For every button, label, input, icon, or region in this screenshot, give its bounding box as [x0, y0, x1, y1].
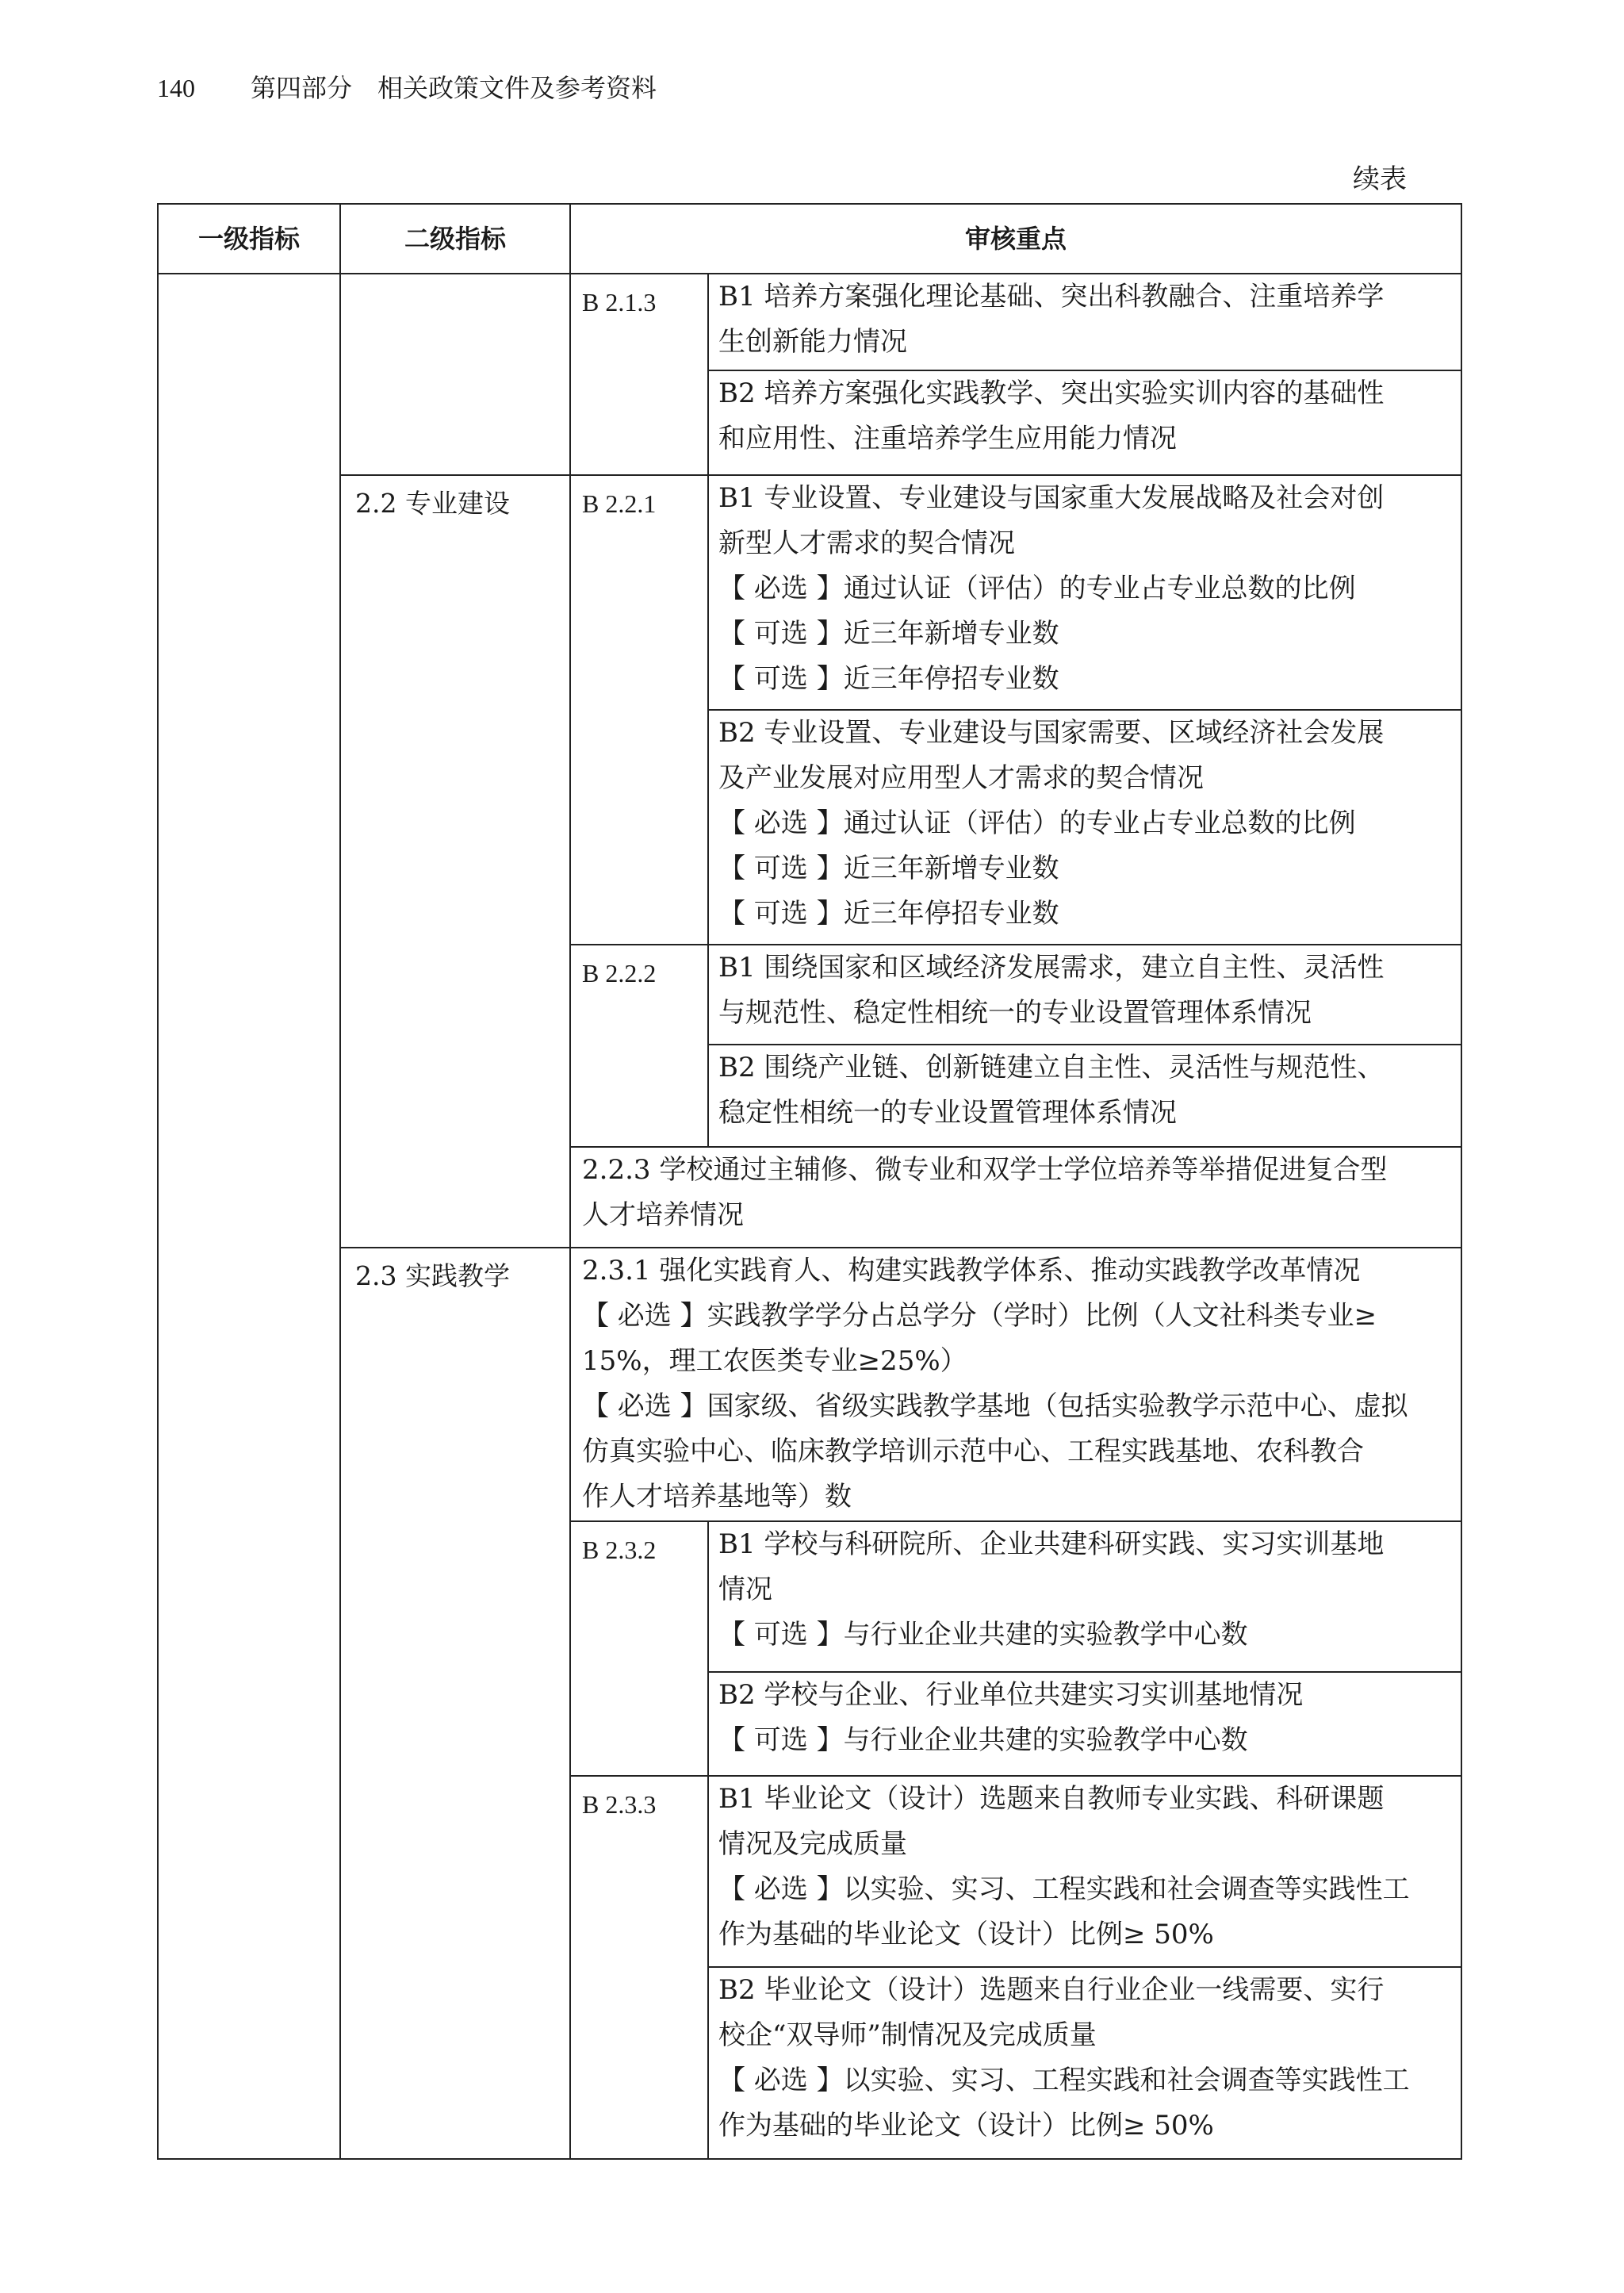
item-2-2-3-line: 2.2.3 学校通过主辅修、微专业和双学士学位培养等举措促进复合型: [582, 1154, 1388, 1186]
item-2-3-1-line: 作人才培养基地等）数: [582, 1481, 852, 1513]
b221-b2-line: 【 可选 】近三年新增专业数: [718, 853, 1059, 884]
b221-b2-line: 【 可选 】近三年停招专业数: [718, 898, 1059, 930]
level2-cell: [340, 1248, 570, 2159]
b233-b2-line: B2 毕业论文（设计）选题来自行业企业一线需要、实行: [718, 1974, 1385, 2006]
b1-cell: [708, 1521, 1461, 1672]
b233-b1-line: 情况及完成质量: [718, 1828, 907, 1860]
level2-cell: [340, 475, 570, 1248]
b2-cell: [708, 1672, 1461, 1776]
item-2-3-1-line: 【 必选 】实践教学学分占总学分（学时）比例（人文社科类专业≥: [582, 1300, 1377, 1332]
header-level1: 一级指标: [158, 204, 340, 274]
b1-cell: [708, 1776, 1461, 1967]
b221-b1-line: 【 可选 】近三年新增专业数: [718, 618, 1059, 650]
b232-b2-line: 【 可选 】与行业企业共建的实验教学中心数: [718, 1724, 1248, 1756]
code-cell: [570, 1776, 708, 2159]
b233-b2-line: 【 必选 】以实验、实习、工程实践和社会调查等实践性工: [718, 2065, 1410, 2096]
b233-b1-line: 【 必选 】以实验、实习、工程实践和社会调查等实践性工: [718, 1873, 1410, 1905]
level2-name-2-3: 2.3 实践教学: [355, 1260, 510, 1291]
item-2-3-1-cell: [570, 1248, 1461, 1521]
b2-cell: [708, 1967, 1461, 2159]
header-review-focus: 审核重点: [570, 204, 1461, 274]
continued-label: 续表: [1353, 163, 1407, 195]
review-table: [157, 203, 1462, 2160]
b221-b1-line: B1 专业设置、专业建设与国家重大发展战略及社会对创: [718, 482, 1385, 514]
item-2-3-1-line: 仿真实验中心、临床教学培训示范中心、工程实践基地、农科教合: [582, 1436, 1364, 1467]
b221-b1-line: 【 可选 】近三年停招专业数: [718, 663, 1059, 695]
code-cell: [570, 945, 708, 1147]
b221-b2-line: B2 专业设置、专业建设与国家需要、区域经济社会发展: [718, 717, 1385, 749]
code-b233: B 2.3.3: [582, 1790, 657, 1819]
b2-cell: [708, 1045, 1461, 1147]
b232-b2-line: B2 学校与企业、行业单位共建实习实训基地情况: [718, 1679, 1304, 1711]
level1-cell: [158, 274, 340, 2159]
b221-b1-line: 【 必选 】通过认证（评估）的专业占专业总数的比例: [718, 573, 1356, 604]
b213-b1-line: B1 培养方案强化理论基础、突出科教融合、注重培养学: [718, 281, 1385, 313]
header-level2: 二级指标: [340, 204, 570, 274]
b233-b1-line: B1 毕业论文（设计）选题来自教师专业实践、科研课题: [718, 1783, 1385, 1815]
item-2-2-3-cell: [570, 1147, 1461, 1248]
b213-b2-line: 和应用性、注重培养学生应用能力情况: [718, 423, 1177, 454]
code-b222: B 2.2.2: [582, 959, 657, 987]
b233-b1-line: 作为基础的毕业论文（设计）比例≥ 50%: [718, 1919, 1214, 1950]
b1-cell: [708, 274, 1461, 370]
table-row: [158, 274, 1461, 370]
b1-cell: [708, 475, 1461, 710]
item-2-3-1-line: 【 必选 】国家级、省级实践教学基地（包括实验教学示范中心、虚拟: [582, 1390, 1408, 1422]
b222-b2-line: B2 围绕产业链、创新链建立自主性、灵活性与规范性、: [718, 1052, 1385, 1083]
code-cell: [570, 274, 708, 475]
b222-b2-line: 稳定性相统一的专业设置管理体系情况: [718, 1097, 1177, 1129]
b1-cell: [708, 945, 1461, 1045]
b221-b2-line: 【 必选 】通过认证（评估）的专业占专业总数的比例: [718, 807, 1356, 839]
b222-b1-line: B1 围绕国家和区域经济发展需求，建立自主性、灵活性: [718, 952, 1385, 984]
b232-b1-line: 情况: [718, 1574, 772, 1605]
item-2-3-1-line: 2.3.1 强化实践育人、构建实践教学体系、推动实践教学改革情况: [582, 1255, 1361, 1286]
page-number: 140: [157, 74, 195, 102]
table-header-row: [158, 204, 1461, 274]
b233-b2-line: 作为基础的毕业论文（设计）比例≥ 50%: [718, 2110, 1214, 2142]
b221-b2-line: 及产业发展对应用型人才需求的契合情况: [718, 762, 1204, 794]
code-cell: [570, 475, 708, 945]
page-header: [157, 68, 657, 105]
b213-b1-line: 生创新能力情况: [718, 326, 907, 358]
section-title: 第四部分 相关政策文件及参考资料: [251, 73, 657, 103]
b232-b1-line: 【 可选 】与行业企业共建的实验教学中心数: [718, 1619, 1248, 1651]
b222-b1-line: 与规范性、稳定性相统一的专业设置管理体系情况: [718, 997, 1312, 1029]
b233-b2-line: 校企“双导师”制情况及完成质量: [718, 2019, 1097, 2051]
b232-b1-line: B1 学校与科研院所、企业共建科研实践、实习实训基地: [718, 1528, 1385, 1560]
table-row: [158, 1248, 1461, 1521]
item-2-2-3-line: 人才培养情况: [582, 1199, 744, 1231]
item-2-3-1-line: 15%，理工农医类专业≥25%）: [582, 1345, 967, 1377]
level2-cell-empty: [340, 274, 570, 475]
b2-cell: [708, 370, 1461, 475]
code-b232: B 2.3.2: [582, 1536, 657, 1564]
code-b221: B 2.2.1: [582, 489, 657, 518]
code-b213: B 2.1.3: [582, 288, 657, 316]
table-row: [158, 475, 1461, 710]
b213-b2-line: B2 培养方案强化实践教学、突出实验实训内容的基础性: [718, 378, 1385, 409]
b221-b1-line: 新型人才需求的契合情况: [718, 527, 1015, 559]
b2-cell: [708, 710, 1461, 945]
level2-name-2-2: 2.2 专业建设: [355, 488, 510, 519]
code-cell: [570, 1521, 708, 1776]
